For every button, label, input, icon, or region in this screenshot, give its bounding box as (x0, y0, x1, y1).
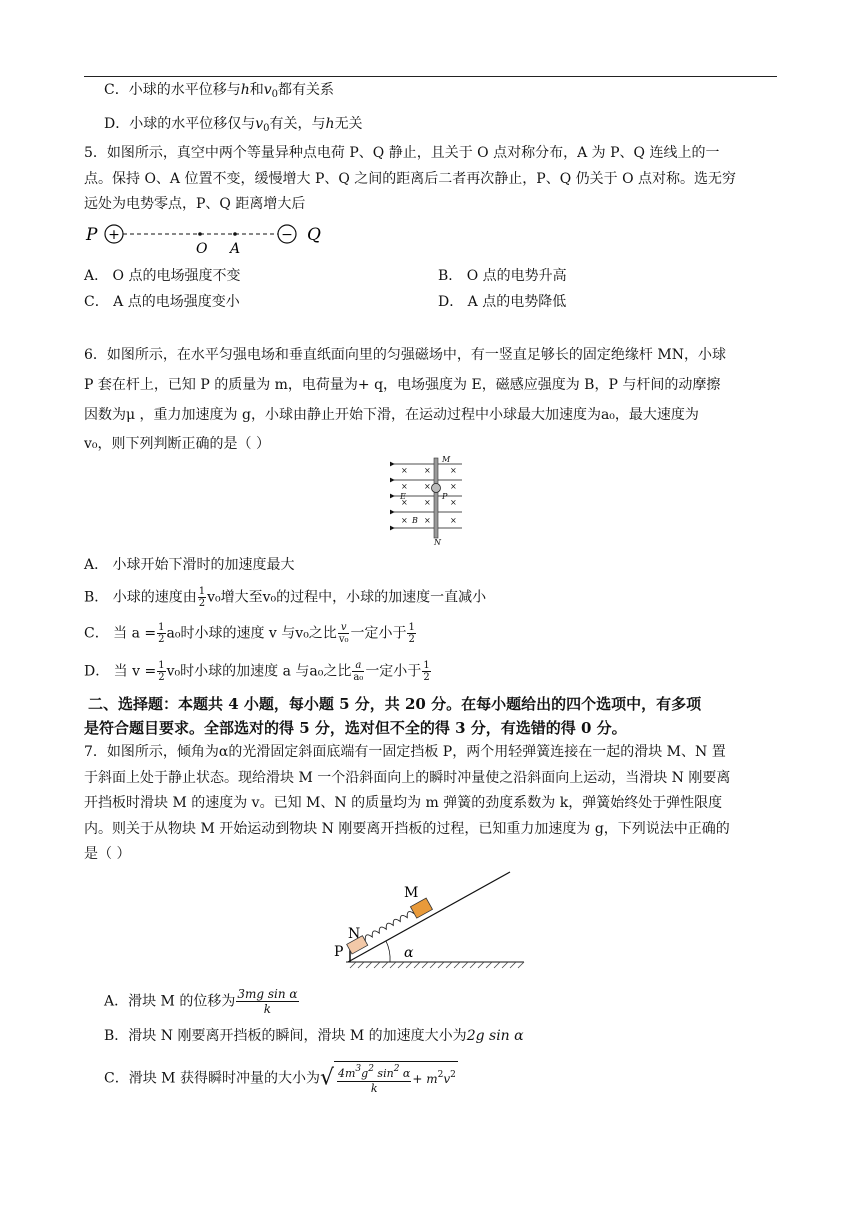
q7-fig-label-n: N (348, 926, 361, 942)
q7-stem-line3: 开挡板时滑块 M 的速度为 v。已知 M、N 的质量均为 m 弹簧的劲度系数为 k，弹簧始终处于弹性限度 (84, 795, 723, 811)
q5-option-b: B． O 点的电势升高 (438, 268, 567, 284)
section2-heading-line1: 二、选择题：本题共 4 小题，每小题 5 分，共 20 分。在每小题给出的四个选项中，有多项 (88, 695, 702, 713)
q7-angle-arc (386, 941, 390, 962)
header-rule (84, 76, 777, 77)
svg-text:×: × (401, 516, 408, 525)
q6-rod (434, 458, 438, 538)
q6-fig-label-m: M (442, 455, 451, 464)
q5-fig-label-q: Q (307, 225, 321, 245)
q6-fig-label-p: P (442, 492, 448, 501)
q7-fig-alpha: α (404, 945, 414, 961)
q6-ball (432, 484, 441, 493)
svg-text:×: × (450, 516, 457, 525)
q7-spring (363, 910, 414, 941)
q7-option-c: C．滑块 M 获得瞬时冲量的大小为√ $\frac{4m^3g^2 \sin^2 \alpha}{k}$ + $m^2v^2$ (104, 1061, 458, 1096)
q5-charge-figure (80, 218, 340, 258)
q5-point-a (233, 232, 237, 236)
svg-text:×: × (424, 498, 431, 507)
q5-option-d: D． A 点的电势降低 (438, 294, 567, 310)
q5-stem-line1: 5．如图所示，真空中两个等量异种点电荷 P、Q 静止，且关于 O 点对称分布，A 为 P、Q 连线上的一 (84, 145, 720, 161)
q7-block-m (410, 898, 432, 918)
q6-stem-line1: 6．如图所示，在水平匀强电场和垂直纸面向里的匀强磁场中，有一竖直足够长的固定绝缘杆 MN，小球 (84, 347, 726, 363)
q6-stem-line3: 因数为μ ，重力加速度为 g，小球由静止开始下滑，在运动过程中小球最大加速度为a₀，最大速度为 (84, 407, 699, 423)
q6-fig-label-e: E (400, 492, 406, 501)
q7-fig-label-m: M (404, 885, 419, 901)
q5-stem-line3: 远处为电势零点，P、Q 距离增大后 (84, 196, 306, 212)
q4-option-c: C．小球的水平位移与h和$v_0$都有关系 (104, 82, 335, 100)
q5-fig-minus: − (281, 227, 293, 243)
svg-text:×: × (424, 466, 431, 475)
q5-stem-line2: 点。保持 O、A 位置不变，缓慢增大 P、Q 之间的距离后二者再次静止，P、Q 仍关于 O 点对称。选无穷 (84, 171, 737, 187)
svg-text:×: × (401, 466, 408, 475)
q7-option-b: B．滑块 N 刚要离开挡板的瞬间，滑块 M 的加速度大小为2g sin α (104, 1028, 524, 1044)
q7-stem-line4: 内。则关于从物块 M 开始运动到物块 N 刚要离开挡板的过程，已知重力加速度为 g，下列说法中正确的 (84, 821, 730, 837)
q7-stem-line1: 7．如图所示，倾角为α的光滑固定斜面底端有一固定挡板 P，两个用轻弹簧连接在一起的滑块 M、N 置 (84, 744, 726, 760)
q4-option-d: D．小球的水平位移仅与$v_0$有关，与h无关 (104, 116, 363, 134)
q6-fig-label-n: N (434, 538, 441, 546)
q6-stem-line2: P 套在杆上，已知 P 的质量为 m，电荷量为+ q，电场强度为 E，磁感应强度为 B，P 与杆间的动摩擦 (84, 377, 721, 393)
q6-option-d: D． 当 v = $\frac{1}{2}$ v₀时小球的加速度 a 与a₀之比 $\frac{a}{\text{a₀}}$ 一定小于 $\frac{1}{2}$ (84, 660, 430, 683)
q7-fig-label-p: P (334, 944, 344, 960)
q7-stem-line2: 于斜面上处于静止状态。现给滑块 M 一个沿斜面向上的瞬时冲量使之沿斜面向上运动，当滑块 N 刚要离 (84, 770, 731, 786)
svg-text:×: × (401, 498, 408, 507)
svg-text:×: × (424, 516, 431, 525)
q6-option-a: A． 小球开始下滑时的加速度最大 (84, 557, 295, 573)
q5-fig-label-a: A (230, 241, 241, 257)
q6-field-figure (388, 454, 478, 546)
svg-text:×: × (450, 482, 457, 491)
q6-fig-label-b: B (412, 516, 418, 525)
q5-option-c: C． A 点的电场强度变小 (84, 294, 240, 310)
svg-text:×: × (450, 498, 457, 507)
section2-heading-line2: 是符合题目要求。全部选对的得 5 分，选对但不全的得 3 分，有选错的得 0 分。 (84, 719, 627, 737)
q5-option-a: A． O 点的电场强度不变 (84, 268, 241, 284)
q7-incline (348, 872, 510, 962)
q6-stem-line4: v₀，则下列判断正确的是（ ） (84, 436, 270, 452)
q5-point-o (198, 232, 202, 236)
q6-option-c: C． 当 a = $\frac{1}{2}$ a₀时小球的速度 v 与v₀之比 $\frac{v}{\text{v₀}}$ 一定小于 $\frac{1}{2}$ (84, 622, 415, 645)
q7-incline-figure (330, 866, 530, 976)
svg-text:×: × (401, 482, 408, 491)
q5-fig-plus: + (108, 227, 120, 243)
svg-text:×: × (424, 482, 431, 491)
q7-option-a: A．滑块 M 的位移为 $\frac{\text{3mg sin α}}{k}$ (104, 987, 298, 1016)
q6-option-b: B． 小球的速度由 $\frac{1}{2}$ v₀增大至v₀的过程中，小球的加速度一直减小 (84, 586, 487, 609)
svg-text:×: × (450, 466, 457, 475)
q7-stem-line5: 是（ ） (84, 846, 131, 862)
q5-fig-label-o: O (196, 241, 208, 257)
q5-fig-label-p: P (86, 225, 98, 245)
